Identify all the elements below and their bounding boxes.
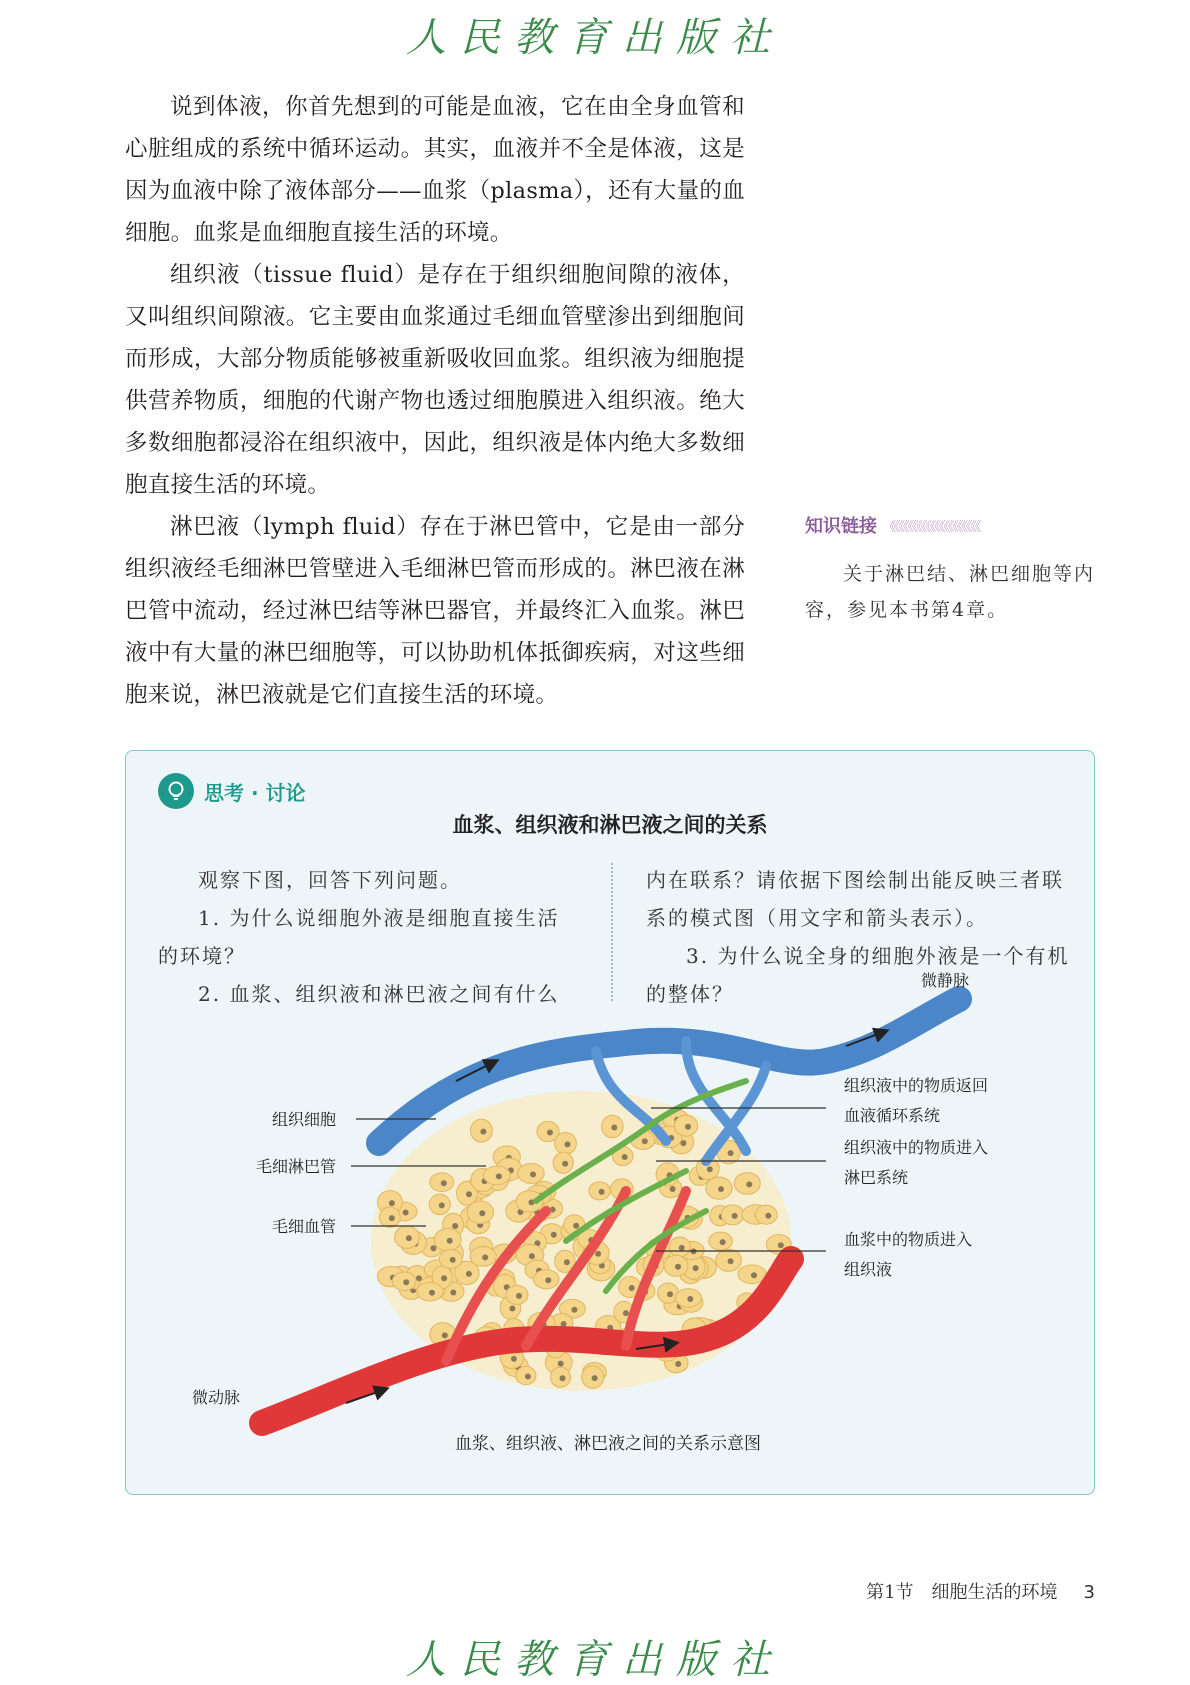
discussion-title: 血浆、组织液和淋巴液之间的关系 [452,813,768,837]
question-2-part-1: 2. 血浆、组织液和淋巴液之间有什么 [198,982,560,1006]
cell-nucleus [679,1245,685,1251]
page-number: 3 [1083,1582,1095,1603]
cell-nucleus [480,1129,486,1135]
cell-nucleus [720,1239,726,1245]
sidebar-header [805,512,1095,538]
label-plasma-line-1: 血浆中的物质进入 [844,1230,973,1249]
lightbulb-icon [158,773,194,809]
cell-nucleus [670,1186,676,1192]
label-return-line-1: 组织液中的物质返回 [844,1076,989,1095]
chevron-decoration-icon: 《《《《《《《《《《《《《《《《《《《《 [883,519,980,535]
label-lymph-line-1: 组织液中的物质进入 [844,1138,989,1157]
cell-nucleus [746,1181,752,1187]
cell-nucleus [623,1310,629,1316]
cell-nucleus [765,1213,771,1219]
cell-nucleus [599,1189,605,1195]
cell-nucleus [466,1191,472,1197]
cell-nucleus [571,1307,577,1313]
cell-nucleus [573,1223,579,1229]
label-return-line-2: 血液循环系统 [844,1106,941,1125]
cell-nucleus [403,1279,409,1285]
label-tissue-cell: 组织细胞 [272,1110,337,1129]
paragraph-lymph: 淋巴液（lymph fluid）存在于淋巴管中，它是由一部分组织液经毛细淋巴管壁进入毛细淋巴管而形成的。淋巴液在淋巴管中流动，经过淋巴结等淋巴器官，并最终汇入血浆。淋巴液中有大量的淋巴细胞等，可以协助机体抵御疾病，对这些细胞来说，淋巴液就是它们直接生活的环境。 [125,514,745,708]
cell-nucleus [450,1257,456,1263]
question-1: 1. 为什么说细胞外液是细胞直接生活的环境？ [158,906,560,968]
cell-nucleus [530,1171,536,1177]
cell-nucleus [439,1202,445,1208]
cell-nucleus [529,1253,535,1259]
label-lymph-capillary: 毛细淋巴管 [256,1157,337,1176]
label-blood-capillary: 毛细血管 [272,1217,337,1236]
cell-nucleus [558,1361,564,1367]
cell-nucleus [547,1130,553,1136]
cell-nucleus [751,1272,757,1278]
cell-nucleus [592,1375,598,1381]
diagram-caption: 血浆、组织液、淋巴液之间的关系示意图 [455,1434,761,1454]
cell-nucleus [441,1180,447,1186]
cell-nucleus [389,1200,395,1206]
paragraph-tissue-fluid: 组织液（tissue fluid）是存在于组织细胞间隙的液体，又叫组织间隙液。它主要由血浆通过毛细血管壁渗出到细胞间而形成，大部分物质能够被重新吸收回血浆。组织液为细胞提供营养物质，细胞的代谢产物也透过细胞膜进入组织液。绝大多数细胞都浸浴在组织液中，因此，组织液是体内绝大多数细胞直接生活的环境。 [125,262,745,498]
cell-nucleus [482,1254,488,1260]
cell-nucleus [525,1374,531,1380]
cell-nucleus [479,1210,485,1216]
cell-nucleus [778,1242,784,1248]
sidebar-title: 知识链接 [805,516,877,537]
footer-section: 第1节 细胞生活的环境 [866,1582,1058,1603]
cell-nucleus [728,1258,734,1264]
cell-nucleus [707,1166,713,1172]
question-2-part-2: 内在联系？请依据下图绘制出能反映三者联系的模式图（用文字和箭头表示）。 [646,868,1064,930]
discussion-box [125,750,1095,1495]
cell-nucleus [450,1290,456,1296]
label-arteriole: 微动脉 [192,1388,241,1407]
cell-nucleus [516,1293,522,1299]
sidebar-text: 关于淋巴结、淋巴细胞等内容，参见本书第4章。 [805,563,1096,621]
publisher-watermark-bottom: 人民教育出版社 [406,1637,784,1683]
cell-nucleus [562,1161,568,1167]
cell-nucleus [595,1251,601,1257]
knowledge-link-sidebar [805,512,1095,628]
cell-nucleus [441,1275,447,1281]
cell-nucleus [728,1150,734,1156]
cell-nucleus [611,1125,617,1131]
discussion-header [158,773,306,809]
cell-nucleus [675,1264,681,1270]
cell-nucleus [389,1215,395,1221]
discussion-intro: 观察下图，回答下列问题。 [198,868,462,892]
cell-nucleus [565,1141,571,1147]
paragraph-plasma: 说到体液，你首先想到的可能是血液，它在由全身血管和心脏组成的系统中循环运动。其实，血液并不全是体液，这是因为血液中除了液体部分——血浆（plasma），还有大量的血细胞。血浆是血细胞直接生活的环境。 [125,94,745,246]
cell-nucleus [431,1245,437,1251]
cell-nucleus [509,1306,515,1312]
cell-nucleus [622,1154,628,1160]
cell-nucleus [561,1321,567,1327]
cell-nucleus [511,1356,517,1362]
cell-nucleus [560,1375,566,1381]
question-3: 3. 为什么说全身的细胞外液是一个有机的整体？ [646,944,1070,1006]
label-lymph-line-2: 淋巴系统 [844,1168,909,1187]
cell-nucleus [642,1138,648,1144]
cell-nucleus [564,1259,570,1265]
cell-nucleus [685,1124,691,1130]
cell-nucleus [452,1223,458,1229]
cell-nucleus [545,1277,551,1283]
cell-nucleus [687,1296,693,1302]
cell-nucleus [667,1291,673,1297]
cell-nucleus [496,1173,502,1179]
cell-nucleus [629,1285,635,1291]
cell-nucleus [675,1361,681,1367]
cell-nucleus [718,1186,724,1192]
cell-nucleus [732,1213,738,1219]
publisher-watermark-top: 人民教育出版社 [406,15,784,61]
discussion-label: 思考 · 讨论 [204,780,306,805]
cell-nucleus [403,1210,409,1216]
column-divider [611,863,613,1001]
page-footer [866,1578,1095,1604]
cell-nucleus [429,1290,435,1296]
label-venule: 微静脉 [921,971,970,990]
cell-nucleus [693,1265,699,1271]
cell-nucleus [442,1332,448,1338]
cell-nucleus [551,1232,557,1238]
main-text [125,86,745,716]
cell-nucleus [447,1238,453,1244]
cell-nucleus [466,1271,472,1277]
label-plasma-line-2: 组织液 [844,1260,893,1279]
cell-nucleus [406,1235,412,1241]
